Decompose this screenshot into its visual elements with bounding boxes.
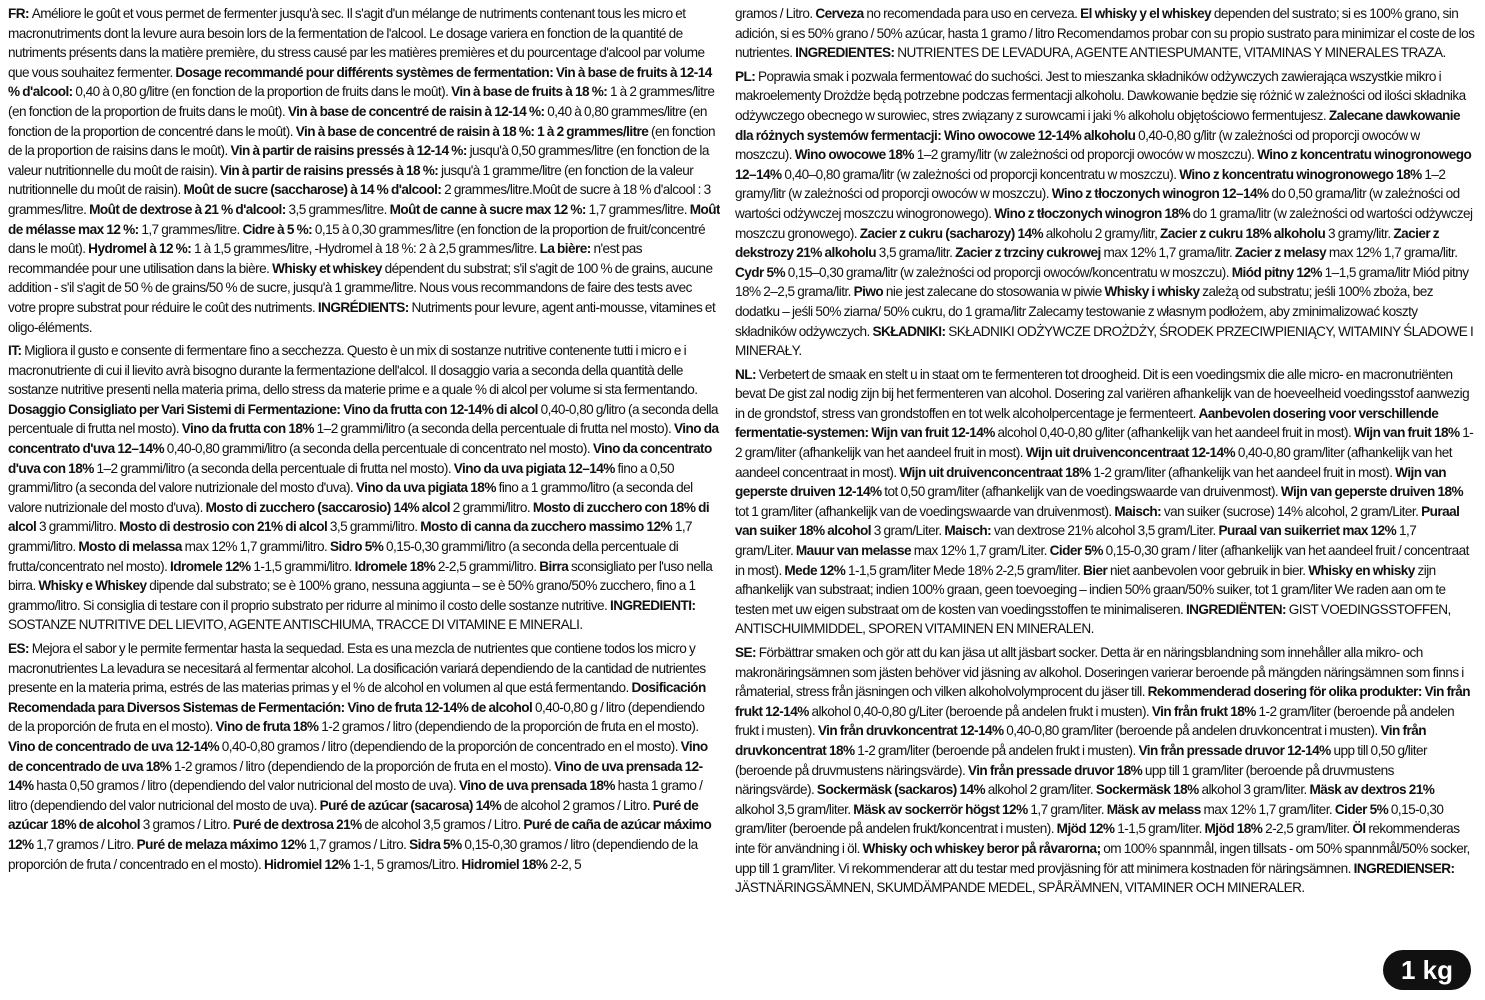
text-segment: 2-2,5 gram/liter. bbox=[1265, 821, 1353, 837]
text-segment: max 12% 1,7 gram/liter. bbox=[1203, 801, 1335, 817]
weight-badge: 1 kg bbox=[1383, 950, 1471, 990]
bold-text-segment: Wijn van fruit 18% bbox=[1353, 425, 1463, 441]
text-segment: Nutriments pour levure, agent anti-mousse, vitamines et oligo-éléments. bbox=[8, 299, 716, 335]
bold-text-segment: INGREDIENSER: bbox=[1353, 860, 1455, 876]
text-segment: tot 0,50 gram/liter (afhankelijk van de voedingswaarde van druivenmost). bbox=[884, 484, 1281, 500]
bold-text-segment: Wino z tłoczonych winogron 12–14% bbox=[1051, 186, 1272, 202]
text-segment: 0,15-0,30 gram / liter (afhankelijk van het aandeel fruit / concentraat in most). bbox=[735, 543, 1469, 578]
bold-text-segment: Vin à partir de raisins pressés à 18 %: bbox=[219, 162, 442, 178]
section-es bbox=[8, 639, 720, 874]
text-segment: hasta 0,50 gramos / litro (dependiendo del valor nutricional del mosto de uva). bbox=[36, 778, 459, 794]
bold-text-segment: Moût de dextrose à 21 % d'alcool: bbox=[89, 201, 289, 217]
text-segment: alcohol 0,40-0,80 g/liter (afhankelijk van het aandeel fruit in most). bbox=[997, 425, 1354, 441]
text-segment: alkohol 0,40-0,80 g/Liter (beroende på andelen frukt i musten). bbox=[811, 703, 1152, 719]
text-segment: de alcohol 2 gramos / Litro. bbox=[503, 797, 653, 813]
bold-text-segment: Puré de azúcar (sacarosa) 14% bbox=[319, 797, 504, 813]
bold-text-segment: Dosificación Recomendada para Diversos Sistemas de Fermentación: Vino de fruta 12-14% de alcohol bbox=[8, 680, 706, 715]
bold-text-segment: Dosaggio Consigliato per Vari Sistemi di Fermentazione: Vino da frutta con 12-14% di alcol bbox=[8, 401, 541, 417]
text-segment: do 1 grama/litr (w zależności od wartości odżywczej moszczu gronowego). bbox=[735, 205, 1473, 241]
left-column bbox=[8, 4, 720, 998]
bold-text-segment: Vin à base de fruits à 18 %: bbox=[451, 84, 610, 100]
text-segment: 0,15 à 0,30 grammes/litre (en fonction de la proportion de fruit/concentré dans le moût). bbox=[8, 221, 706, 257]
bold-text-segment: IT: bbox=[8, 343, 25, 359]
bold-text-segment: Moût de canne à sucre max 12 %: bbox=[389, 201, 589, 217]
text-segment: Améliore le goût et vous permet de fermenter jusqu'à sec. Il s'agit d'un mélange de nutriments contenant tous les micro et macronutriments dont la levure aura besoin lors de la fermentation de l'alcool. Le dosage variera en fonction de la quantité de nutriments présents dans la matière première, du stress causé par les matières premières et du pourcentage d'alcool par volume que vous souhaitez fermenter. bbox=[8, 6, 705, 80]
bold-text-segment: Wijn van geperste druiven 18% bbox=[1280, 484, 1463, 500]
bold-text-segment: INGRÉDIENTS: bbox=[317, 299, 412, 315]
text-segment: 0,15-0,30 gramos / litro (dependiendo de la proporción de fruta / concentrado en el mosto). bbox=[8, 836, 698, 872]
text-segment: 0,40–0,80 grama/litr (w zależności od proporcji koncentratu w moszczu). bbox=[784, 166, 1180, 182]
bold-text-segment: Puré de azúcar 18% de alcohol bbox=[8, 797, 699, 833]
bold-text-segment: Zacier z cukru (sacharozy) 14% bbox=[859, 225, 1046, 241]
text-segment: no recomendada para uso en cerveza. bbox=[866, 6, 1081, 21]
section-paragraph bbox=[8, 4, 720, 337]
bold-text-segment: Zacier z dekstrozy 21% alkoholu bbox=[735, 225, 1440, 261]
bold-text-segment: Vino da uva pigiata 12–14% bbox=[453, 460, 618, 476]
section-paragraph bbox=[735, 67, 1475, 361]
bold-text-segment: Sockermäsk 18% bbox=[1095, 782, 1202, 798]
bold-text-segment: Zacier z cukru 18% alkoholu bbox=[1160, 225, 1328, 241]
bold-text-segment: Maisch: bbox=[944, 523, 994, 539]
bold-text-segment: Rekommenderad dosering för olika produkter: Vin från frukt 12-14% bbox=[735, 684, 1471, 719]
bold-text-segment: Vin från druvkoncentrat 18% bbox=[735, 723, 1426, 758]
text-segment: rekommenderas inte för användning i öl. bbox=[735, 821, 1460, 856]
bold-text-segment: Puraal van suikerriet max 12% bbox=[1218, 523, 1399, 539]
bold-text-segment: Vin från pressade druvor 12-14% bbox=[1138, 742, 1334, 758]
bold-text-segment: Wino z tłoczonych winogron 18% bbox=[994, 205, 1193, 221]
text-segment: 1-1,5 gram/liter Mede 18% 2-2,5 gram/liter. bbox=[847, 562, 1083, 578]
text-segment: 3,5 grama/litr. bbox=[878, 245, 956, 261]
text-segment: 3 gramy/litr. bbox=[1327, 225, 1394, 241]
bold-text-segment: Sockermäsk (sackaros) 14% bbox=[816, 782, 988, 798]
text-segment: 1-1,5 gram/liter. bbox=[1117, 821, 1205, 837]
bold-text-segment: Cydr 5% bbox=[735, 264, 788, 280]
text-segment: 2 grammes/litre.Moût de sucre à 18 % d'alcool : 3 grammes/litre. bbox=[8, 182, 711, 217]
bold-text-segment: SE: bbox=[735, 645, 759, 660]
bold-text-segment: Puraal van suiker 18% alcohol bbox=[735, 503, 1460, 539]
bold-text-segment: Idromele 18% bbox=[354, 558, 438, 574]
bold-text-segment: Vino de concentrado de uva 12-14% bbox=[8, 738, 222, 754]
bold-text-segment: Hidromiel 12% bbox=[264, 856, 353, 872]
bold-text-segment: Whisky i whisky bbox=[1104, 284, 1203, 300]
bold-text-segment: Bier bbox=[1082, 562, 1110, 578]
bold-text-segment: Vin från druvkoncentrat 12-14% bbox=[817, 723, 1007, 739]
right-column bbox=[735, 4, 1475, 998]
text-segment: 1,7 grammes/litre. bbox=[141, 221, 243, 237]
bold-text-segment: Mäsk av dextros 21% bbox=[1309, 782, 1435, 798]
bold-text-segment: Wino z koncentratu winogronowego 18% bbox=[1179, 166, 1425, 182]
bold-text-segment: Mjöd 12% bbox=[1056, 821, 1118, 837]
bold-text-segment: Wino owocowe 18% bbox=[794, 147, 917, 163]
text-segment: GIST VOEDINGSSTOFFEN, ANTISCHUIMMIDDEL, SPOREN VITAMINEN EN MINERALEN. bbox=[735, 601, 1451, 637]
text-segment: max 12% 1,7 grama/litr. bbox=[1103, 245, 1235, 261]
bold-text-segment: Piwo bbox=[853, 284, 886, 300]
text-segment: 3 gram/Liter. bbox=[873, 523, 945, 539]
text-segment: 2-2,5 grammi/litro. bbox=[437, 558, 540, 574]
bold-text-segment: PL: bbox=[735, 68, 758, 84]
text-segment: upp till 0,50 g/liter (beroende på druvmustens näringsvärde). bbox=[735, 742, 1427, 778]
bold-text-segment: Whisky e Whiskey bbox=[38, 578, 150, 594]
text-segment: do 0,50 grama/litr (w zależności od wartości odżywczej moszczu winogronowego). bbox=[735, 186, 1460, 221]
text-segment: SOSTANZE NUTRITIVE DEL LIEVITO, AGENTE ANTISCHIUMA, TRACCE DI VITAMINE E MINERALI. bbox=[8, 617, 583, 633]
text-segment: 1-2 gram/liter (afhankelijk van het aandeel fruit in most). bbox=[1093, 464, 1396, 480]
bold-text-segment: INGREDIËNTEN: bbox=[1185, 601, 1289, 617]
bold-text-segment: Mäsk av melass bbox=[1106, 801, 1204, 817]
text-segment: hasta 1 gramo / litro (dependiendo del valor nutricional del mosto de uva). bbox=[8, 778, 703, 813]
text-segment: van dextrose 21% alcohol 3,5 gram/Liter. bbox=[993, 523, 1219, 539]
text-segment: 1–2 gramy/litr (w zależności od proporcji owoców w moszczu). bbox=[916, 147, 1258, 163]
bold-text-segment: Hidromiel 18% bbox=[461, 856, 551, 872]
text-segment: 0,40-0,80 gram/liter (afhankelijk van het aandeel concentraat in most). bbox=[735, 445, 1453, 480]
bold-text-segment: INGREDIENTES: bbox=[795, 45, 898, 61]
text-segment: 1 à 1,5 grammes/litre, -Hydromel à 18 %: 2 à 2,5 grammes/litre. bbox=[193, 241, 540, 257]
text-segment: 1-1,5 grammi/litro. bbox=[253, 558, 355, 574]
bold-text-segment: Zacier z trzciny cukrowej bbox=[955, 245, 1104, 261]
text-segment: niet aanbevolen voor gebruik in bier. bbox=[1109, 562, 1309, 578]
text-segment: 0,40-0,80 g/litro (a seconda della percentuale di frutta nel mosto). bbox=[8, 401, 718, 437]
text-segment: Mejora el sabor y le permite fermentar hasta la sequedad. Esta es una mezcla de nutrientes que contiene todos los micro y macronutrientes La levadura se necesitará al fermentar alcohol. La dosificación variará dependiendo de la cantidad de nutrientes presente en la materia prima, estrés de las materias primas y el % de alcohol en volumen al que está fermentando. bbox=[8, 641, 706, 696]
text-segment: NUTRIENTES DE LEVADURA, AGENTE ANTIESPUMANTE, VITAMINAS Y MINERALES TRAZA. bbox=[897, 45, 1446, 61]
bold-text-segment: INGREDIENTI: bbox=[609, 597, 696, 613]
bold-text-segment: Whisky et whiskey bbox=[272, 260, 385, 276]
bold-text-segment: SKŁADNIKI: bbox=[872, 323, 949, 339]
text-segment: Verbetert de smaak en stelt u in staat om te fermenteren tot droogheid. Dit is een voedingsmix die alle micro- en macronutriënten bevat De gist zal nodig zijn bij het fermenteren van alcohol. Dosering zal variëren afhankelijk van de hoeveelheid voedingsstof aanwezig in de grondstof, stress van grondstoffen en tot welk alcoholpercentage je fermenteert. bbox=[735, 366, 1470, 421]
text-segment: 0,15-0,30 gram/liter (beroende på andelen frukt/koncentrat i musten). bbox=[735, 801, 1444, 837]
bold-text-segment: Aanbevolen dosering voor verschillende fermentatie-systemen: Wijn van fruit 12-14% bbox=[735, 405, 1439, 441]
bold-text-segment: Wijn uit druivenconcentraat 18% bbox=[899, 464, 1094, 480]
text-segment: 1–2 gramy/litr (w zależności od proporcji owoców w moszczu). bbox=[735, 166, 1446, 202]
text-segment: alkohol 3 gram/liter. bbox=[1201, 782, 1310, 798]
text-segment: 1–2 grammi/litro (a seconda della percentuale di frutta nel mosto). bbox=[96, 460, 454, 476]
bold-text-segment: Mjöd 18% bbox=[1204, 821, 1266, 837]
text-segment: gramos / Litro. bbox=[735, 6, 816, 21]
bold-text-segment: Mauur van melasse bbox=[795, 543, 914, 559]
text-segment: om 100% spannmål, ingen tillsats - om 50% spannmål/50% socker, upp till 1 gram/liter. Vi rekommenderar att du testar med provjäsning för att minimera kostnaden för näringsämnen. bbox=[735, 840, 1470, 876]
text-segment: fino a 1 grammo/litro (a seconda del valore nutrizionale del mosto d'uva). bbox=[8, 480, 693, 515]
text-segment: 0,40-0,80 g/litr (w zależności od proporcji owoców w moszczu). bbox=[735, 127, 1420, 163]
bold-text-segment: Whisky och whiskey beror på råvarorna; bbox=[862, 840, 1104, 856]
text-segment: dependen del sustrato; si es 100% grano, sin adición, si es 50% grano / 50% azúcar, hasta 1 gramo / litro Recomendamos probar con su propio sustrato para minimizar el coste de los nutrientes. bbox=[735, 6, 1475, 61]
text-segment: 1,7 grammi/litro. bbox=[8, 519, 693, 555]
bold-text-segment: Mede 12% bbox=[784, 562, 848, 578]
bold-text-segment: Cidre à 5 %: bbox=[242, 221, 315, 237]
text-segment: 1–2 grammi/litro (a seconda della percentuale di frutta nel mosto). bbox=[316, 421, 674, 437]
bold-text-segment: Vino de concentrado de uva 18% bbox=[8, 738, 708, 774]
text-segment: max 12% 1,7 gram/Liter. bbox=[913, 543, 1050, 559]
bold-text-segment: FR: bbox=[8, 6, 32, 21]
bold-text-segment: Cider 5% bbox=[1334, 801, 1391, 817]
section-paragraph bbox=[735, 365, 1475, 639]
bold-text-segment: Vino da concentrato d'uva 12–14% bbox=[8, 421, 719, 457]
section-se bbox=[735, 643, 1475, 898]
bold-text-segment: Puré de dextrosa 21% bbox=[232, 817, 365, 833]
section-it bbox=[8, 341, 720, 635]
section-paragraph bbox=[735, 4, 1475, 63]
text-segment: 1,7 gram/liter. bbox=[1030, 801, 1107, 817]
text-segment: 1 à 2 grammes/litre (en fonction de la proportion de fruits dans le moût). bbox=[8, 84, 715, 119]
bold-text-segment: Vin från pressade druvor 18% bbox=[967, 762, 1145, 778]
text-segment: jusqu'à 0,50 grammes/litre (en fonction de la valeur nutritionnelle du moût de raisin). bbox=[8, 143, 709, 178]
text-segment: alkohol 3,5 gram/liter. bbox=[735, 801, 854, 817]
bold-text-segment: Mosto di canna da zucchero massimo 12% bbox=[420, 519, 675, 535]
section-paragraph bbox=[8, 639, 720, 874]
bold-text-segment: Mosto di melassa bbox=[78, 539, 185, 555]
bold-text-segment: Vin à base de concentré de raisin à 12-14 %: bbox=[287, 103, 548, 119]
bold-text-segment: Idromele 12% bbox=[170, 558, 254, 574]
text-segment: n'est pas recommandée pour une utilisation dans la bière. bbox=[8, 241, 643, 276]
text-segment: 0,40-0,80 g / litro (dependiendo de la proporción de fruta en el mosto). bbox=[8, 699, 705, 735]
bold-text-segment: Mosto di destrosio con 21% di alcol bbox=[119, 519, 330, 535]
text-segment: 1-2 gramos / litro (dependiendo de la proporción de fruta en el mosto). bbox=[321, 719, 699, 735]
bold-text-segment: Öl bbox=[1352, 821, 1369, 837]
bold-text-segment: Vino de uva prensada 12-14% bbox=[8, 758, 703, 794]
text-segment: 1,7 gramos / Litro. bbox=[308, 836, 410, 852]
section-paragraph bbox=[8, 341, 720, 635]
bold-text-segment: Sidro 5% bbox=[329, 539, 386, 555]
bold-text-segment: Moût de mélasse max 12 %: bbox=[8, 201, 720, 237]
section-fr bbox=[8, 4, 720, 337]
text-segment: 0,15–0,30 grama/litr (w zależności od proporcji owoców/koncentratu w moszczu). bbox=[787, 264, 1232, 280]
bold-text-segment: Wijn uit druivenconcentraat 12-14% bbox=[1025, 445, 1238, 461]
bold-text-segment: Wino z koncentratu winogronowego 12–14% bbox=[735, 147, 1472, 182]
section-paragraph bbox=[735, 643, 1475, 898]
bold-text-segment: Miód pitny 12% bbox=[1231, 264, 1325, 280]
text-segment: max 12% 1,7 grammi/litro. bbox=[184, 539, 330, 555]
text-segment: 1–1,5 grama/litr Miód pitny 18% 2–2,5 grama/litr. bbox=[735, 264, 1469, 300]
text-segment: 0,40-0,80 gramos / litro (dependiendo de la proporción de concentrado en el mosto). bbox=[221, 738, 681, 754]
bold-text-segment: Vino da uva pigiata 18% bbox=[355, 480, 499, 496]
text-segment: 0,15-0,30 grammi/litro (a seconda della percentuale di frutta/concentrato nel mosto). bbox=[8, 539, 679, 574]
bold-text-segment: Mäsk av sockerrör högst 12% bbox=[853, 801, 1031, 817]
text-segment: Poprawia smak i pozwala fermentować do suchości. Jest to mieszanka składników odżywczych zawierająca wszystkie mikro i makroelementy Drożdże będą potrzebne podczas fermentacji alkoholu. Dawkowanie będzie się różnić w zależności od ilości składnika odżywczego obecnego w surowiec, stres związany z surowcami i jaki % alkoholu objętościowo fermentujesz. bbox=[735, 68, 1466, 123]
section-pl bbox=[735, 67, 1475, 361]
text-segment: de alcohol 3,5 gramos / Litro. bbox=[364, 817, 524, 833]
text-segment: 1-2 gram/liter (beroende på andelen frukt i musten). bbox=[735, 703, 1455, 739]
text-segment: 0,40 à 0,80 grammes/litre (en fonction de la proportion de concentré dans le moût). bbox=[8, 103, 707, 139]
text-segment: SKŁADNIKI ODŻYWCZE DROŻDŻY, ŚRODEK PRZECIWPIENIĄCY, WITAMINY ŚLADOWE I MINERAŁY. bbox=[735, 323, 1474, 359]
bold-text-segment: Zacier z melasy bbox=[1234, 245, 1329, 261]
text-segment: Förbättrar smaken och gör att du kan jäsa ut allt jäsbart socker. Detta är en näringsblandning som innehåller alla mikro- och makronäringsämnen som jästen behöver vid jäsning av alkohol. Doseringen varierar beroende på mängden näringsämnen som finns i råmaterial, stress från jäsningen och vilken alkoholvolymprocent du jäser till. bbox=[735, 645, 1464, 700]
text-segment: 1,7 gram/Liter. bbox=[735, 523, 1417, 559]
text-segment: zijn afhankelijk van substraat; indien 100% graan, geen toevoeging – indien 50% graan/50% suiker, tot 1 gram/liter We raden aan om te testen met uw eigen substraat om de kosten van voedingsstoffen te minimaliseren. bbox=[735, 562, 1446, 617]
text-segment: 1-1, 5 gramos/Litro. bbox=[352, 856, 462, 872]
bold-text-segment: Vino de uva prensada 18% bbox=[458, 778, 618, 794]
section-es-cont bbox=[735, 4, 1475, 63]
text-segment: 2 grammi/litro. bbox=[452, 499, 533, 515]
text-segment: fino a 0,50 grammi/litro (a seconda del valore nutrizionale del mosto d'uva). bbox=[8, 460, 674, 496]
text-segment: Migliora il gusto e consente di fermentare fino a secchezza. Questo è un mix di sostanze nutritive contenente tutti i micro e i macronutriente di cui il lievito avrà bisogno durante la fermentazione dell'alcol. Il dosaggio varia a seconda della quantità delle sostanze nutritive presenti nella materia prima, dello stress da materie prime e a quale % di alcol per volume si sta fermentando. bbox=[8, 343, 698, 398]
bold-text-segment: Maisch: bbox=[1114, 503, 1164, 519]
bold-text-segment: Vino da concentrato d'uva con 18% bbox=[8, 441, 712, 476]
text-segment: JÄSTNÄRINGSÄMNEN, SKUMDÄMPANDE MEDEL, SPÅRÄMNEN, VITAMINER OCH MINERALER. bbox=[735, 880, 1305, 896]
bold-text-segment: Whisky en whisky bbox=[1308, 562, 1418, 578]
text-segment: 1,7 grammes/litre. bbox=[588, 201, 690, 217]
text-segment: 0,40-0,80 grammi/litro (a seconda della percentuale di concentrato nel mosto). bbox=[166, 441, 593, 457]
bold-text-segment: Vino da frutta con 18% bbox=[181, 421, 317, 437]
text-segment: 3,5 grammi/litro. bbox=[329, 519, 421, 535]
section-nl bbox=[735, 365, 1475, 639]
text-segment: alkohol 2 gram/liter. bbox=[987, 782, 1096, 798]
text-segment: dépendent du substrat; s'il s'agit de 100 % de grains, aucune addition - s'il s'agit de 50 % de grains/50 % de sucre, jusqu'à 1 gramme/litre. Nous vous recommandons de faire des tests avec votre propre substrat pour réduire le coût des nutriments. bbox=[8, 260, 713, 315]
text-segment: 0,40-0,80 gram/liter (beroende på andelen druvkoncentrat i musten). bbox=[1006, 723, 1381, 739]
bold-text-segment: Mosto di zucchero con 18% di alcol bbox=[8, 499, 710, 535]
text-segment: 2-2, 5 bbox=[550, 856, 582, 872]
bold-text-segment: Puré de melaza máximo 12% bbox=[136, 836, 309, 852]
bold-text-segment: ES: bbox=[8, 641, 32, 656]
text-segment: dipende dal substrato; se è 100% grano, nessuna aggiunta – se è 50% grano/50% zucchero, fino a 1 grammo/litro. Si consiglia di testare con il proprio substrato per ridurre al minimo il costo delle sostanze nutritive. bbox=[8, 578, 696, 613]
text-segment: van suiker (sucrose) 14% alcohol, 2 gram/Liter. bbox=[1163, 503, 1422, 519]
bold-text-segment: Dosage recommandé pour différents systèmes de fermentation: Vin à base de fruits à 12-14 % d'alcool: bbox=[8, 64, 712, 100]
text-segment: sconsigliato per l'uso nella birra. bbox=[8, 558, 713, 594]
bold-text-segment: Vino de fruta 18% bbox=[215, 719, 322, 735]
bold-text-segment: NL: bbox=[735, 366, 759, 382]
text-segment: 0,40 à 0,80 g/litre (en fonction de la proportion de fruits dans le moût). bbox=[75, 84, 452, 100]
bold-text-segment: Hydromel à 12 %: bbox=[88, 241, 194, 257]
bold-text-segment: Vin à base de concentré de raisin à 18 %: 1 à 2 grammes/litre bbox=[295, 123, 652, 139]
text-segment: zależą od substratu; jeśli 100% zboża, bez dodatku – jeśli 50% ziarna/ 50% cukru, do 1 grama/litr Zalecamy testowanie z własnym podłożem, aby zminimalizować koszty składników odżywczych. bbox=[735, 284, 1434, 339]
text-segment: 3 grammi/litro. bbox=[38, 519, 120, 535]
bold-text-segment: Zalecane dawkowanie dla różnych systemów fermentacji: Wino owocowe 12-14% alkoholu bbox=[735, 107, 1460, 143]
text-segment: 1-2 gramos / litro (dependiendo de la proporción de fruta en el mosto). bbox=[174, 758, 555, 774]
bold-text-segment: Cider 5% bbox=[1049, 543, 1106, 559]
bold-text-segment: Puré de caña de azúcar máximo 12% bbox=[8, 817, 712, 852]
text-segment: 3,5 grammes/litre. bbox=[288, 201, 390, 217]
text-segment: alkoholu 2 gramy/litr, bbox=[1045, 225, 1161, 241]
text-segment: max 12% 1,7 grama/litr. bbox=[1328, 245, 1458, 261]
text-segment: tot 1 gram/liter (afhankelijk van de voedingswaarde van druivenmost). bbox=[735, 503, 1115, 519]
bold-text-segment: El whisky y el whiskey bbox=[1080, 6, 1214, 21]
bold-text-segment: Vin från frukt 18% bbox=[1151, 703, 1259, 719]
text-segment: 1-2 gram/liter (beroende på andelen frukt i musten). bbox=[857, 742, 1139, 758]
text-segment: 3 gramos / Litro. bbox=[142, 817, 233, 833]
text-segment: 1-2 gram/liter (afhankelijk van het aandeel fruit in most). bbox=[735, 425, 1474, 461]
bold-text-segment: Birra bbox=[539, 558, 571, 574]
bold-text-segment: La bière: bbox=[539, 241, 594, 257]
bold-text-segment: Mosto di zucchero (saccarosio) 14% alcol bbox=[205, 499, 453, 515]
bold-text-segment: Cerveza bbox=[815, 6, 867, 21]
text-segment: (en fonction de la proportion de raisins dans le moût). bbox=[8, 123, 715, 159]
text-segment: 1,7 gramos / Litro. bbox=[36, 836, 137, 852]
bold-text-segment: Sidra 5% bbox=[409, 836, 465, 852]
bold-text-segment: Vin à partir de raisins pressés à 12-14 %: bbox=[230, 143, 470, 159]
text-segment: jusqu'à 1 gramme/litre (en fonction de la valeur nutritionnelle du moût de raisin). bbox=[8, 162, 694, 198]
text-segment: upp till 1 gram/liter (beroende på druvmustens näringsvärde). bbox=[735, 762, 1394, 798]
bold-text-segment: Moût de sucre (saccharose) à 14 % d'alcool: bbox=[183, 182, 445, 198]
text-segment: nie jest zalecane do stosowania w piwie bbox=[885, 284, 1105, 300]
bold-text-segment: Wijn van geperste druiven 12-14% bbox=[735, 464, 1447, 500]
